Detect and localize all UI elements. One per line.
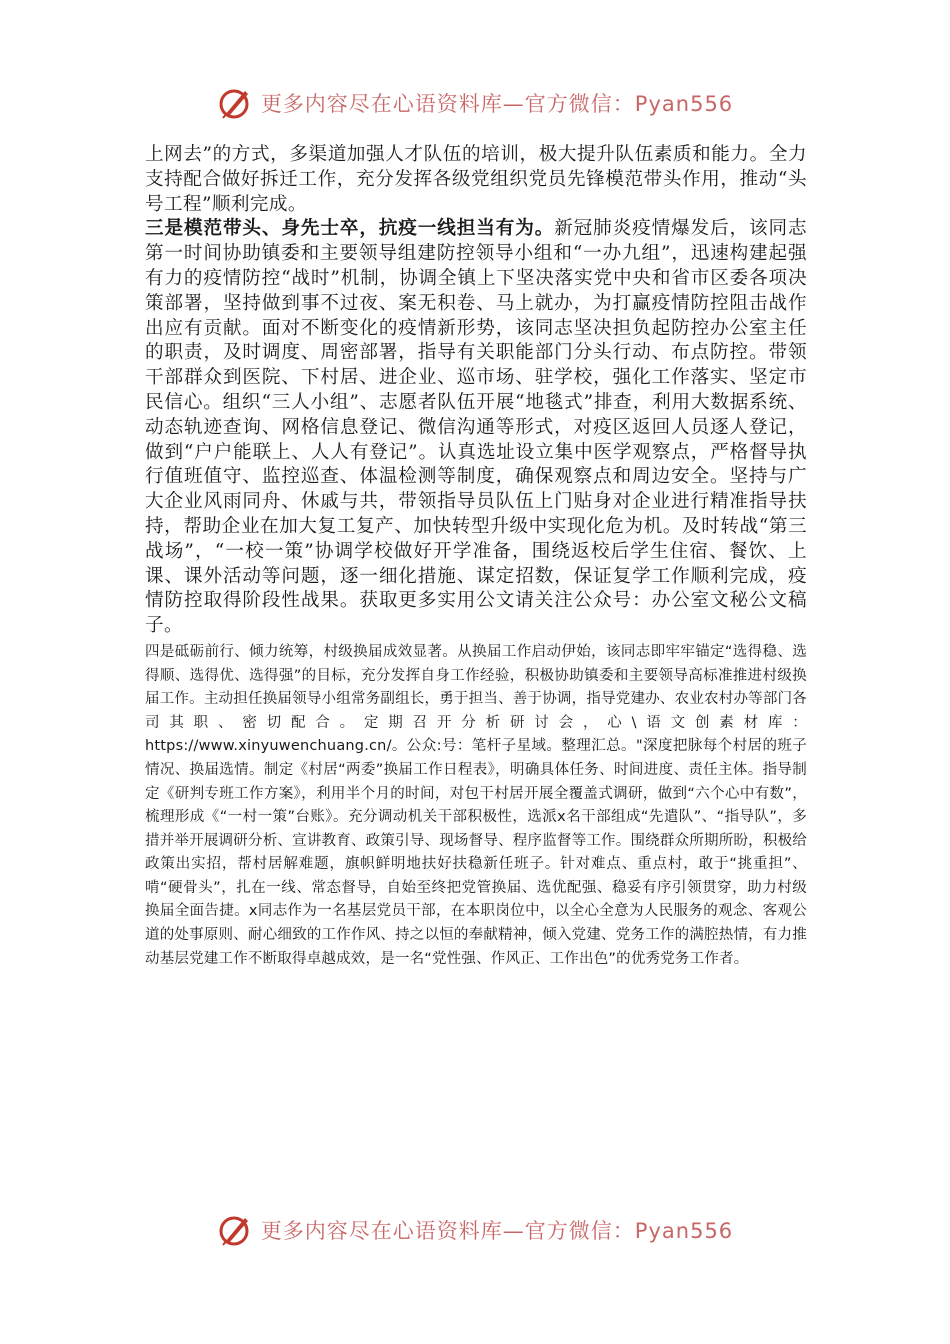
quill-logo-icon: [217, 1212, 253, 1248]
document-body: [145, 143, 807, 971]
banner-text: 更多内容尽在心语资料库—官方微信：Pyan556: [260, 1219, 734, 1243]
paragraph-2-body: 新冠肺炎疫情爆发后，该同志第一时间协助镇委和主要领导组建防控领导小组和“一办九组”，迅速构建起强有力的疫情防控“战时”机制，协调全镇上下坚决落实党中央和省市区委各项决策部署，坚持做到事不过夜、案无积卷、马上就办，为打赢疫情防控阻击战作出应有贡献。面对不断变化的疫情新形势，该同志坚决担负起防控办公室主任的职责，及时调度、周密部署，指导有关职能部门分头行动、布点防控。带领干部群众到医院、下村居、进企业、巡市场、驻学校，强化工作落实、坚定市民信心。组织“三人小组”、志愿者队伍开展“地毯式”排查，利用大数据系统、动态轨迹查询、网格信息登记、微信沟通等形式，对疫区返回人员逐人登记，做到“户户能联上、人人有登记”。认真选址设立集中医学观察点，严格督导执行值班值守、监控巡查、体温检测等制度，确保观察点和周边安全。坚持与广大企业风雨同舟、休戚与共，带领指导员队伍上门贴身对企业进行精准指导扶持，帮助企业在加大复工复产、加快转型升级中实现化危为机。及时转战“第三战场”，“一校一策”协调学校做好开学准备，围绕返校后学生住宿、餐饮、上课、课外活动等问题，逐一细化措施、谋定招数，保证复学工作顺利完成，疫情防控取得阶段性战果。获取更多实用公文请关注公众号：办公室文秘公文稿子。: [145, 218, 807, 637]
paragraph-3: 四是砥砺前行、倾力统筹，村级换届成效显著。从换届工作启动伊始，该同志即牢牢锚定“选得稳、选得顺、选得优、选得强”的目标，充分发挥自身工作经验，积极协助镇委和主要领导高标准推进村级换届工作。主动担任换届领导小组常务副组长，勇于担当、善于协调，指导党建办、农业农村办等部门各司其职、密切配合。定期召开分析研讨会，心\语文创素材库：https://www.xinyuwenchuang.cn/。公众:号：笔杆子星域。整理汇总。"深度把脉每个村居的班子情况、换届选情。制定《村居“两委”换届工作日程表》，明确具体任务、时间进度、责任主体。指导制定《研判专班工作方案》，利用半个月的时间，对包干村居开展全覆盖式调研，做到“六个心中有数”，梳理形成《“一村一策”台账》。充分调动机关干部积极性，选派x名干部组成“先遣队”、“指导队”，多措并举开展调研分析、宣讲教育、政策引导、现场督导、程序监督等工作。围绕群众所期所盼，积极给政策出实招，帮村居解难题，旗帜鲜明地扶好扶稳新任班子。针对难点、重点村，敢于“挑重担”、啃“硬骨头”，扎在一线、常态督导，自始至终把党管换届、选优配强、稳妥有序引领贯穿，助力村级换届全面告捷。x同志作为一名基层党员干部，在本职岗位中，以全心全意为人民服务的观念、客观公道的处事原则、耐心细致的工作作风、持之以恒的奉献精神，倾入党建、党务工作的满腔热情，有力推动基层党建工作不断取得卓越成效，是一名“党性强、作风正、工作出色”的优秀党务工作者。: [145, 643, 807, 967]
paragraph-2-heading: 三是模范带头、身先士卒，抗疫一线担当有为。: [145, 218, 555, 240]
banner-text: 更多内容尽在心语资料库—官方微信：Pyan556: [260, 92, 734, 116]
quill-logo-icon: [217, 85, 253, 121]
paragraph-1: 上网去”的方式，多渠道加强人才队伍的培训，极大提升队伍素质和能力。全力支持配合做好拆迁工作，充分发挥各级党组织党员先锋模范带头作用，推动“头号工程”顺利完成。: [145, 144, 807, 215]
footer-watermark-banner: [0, 1210, 950, 1250]
paragraph-2: [145, 217, 807, 639]
header-watermark-banner: [0, 83, 950, 123]
